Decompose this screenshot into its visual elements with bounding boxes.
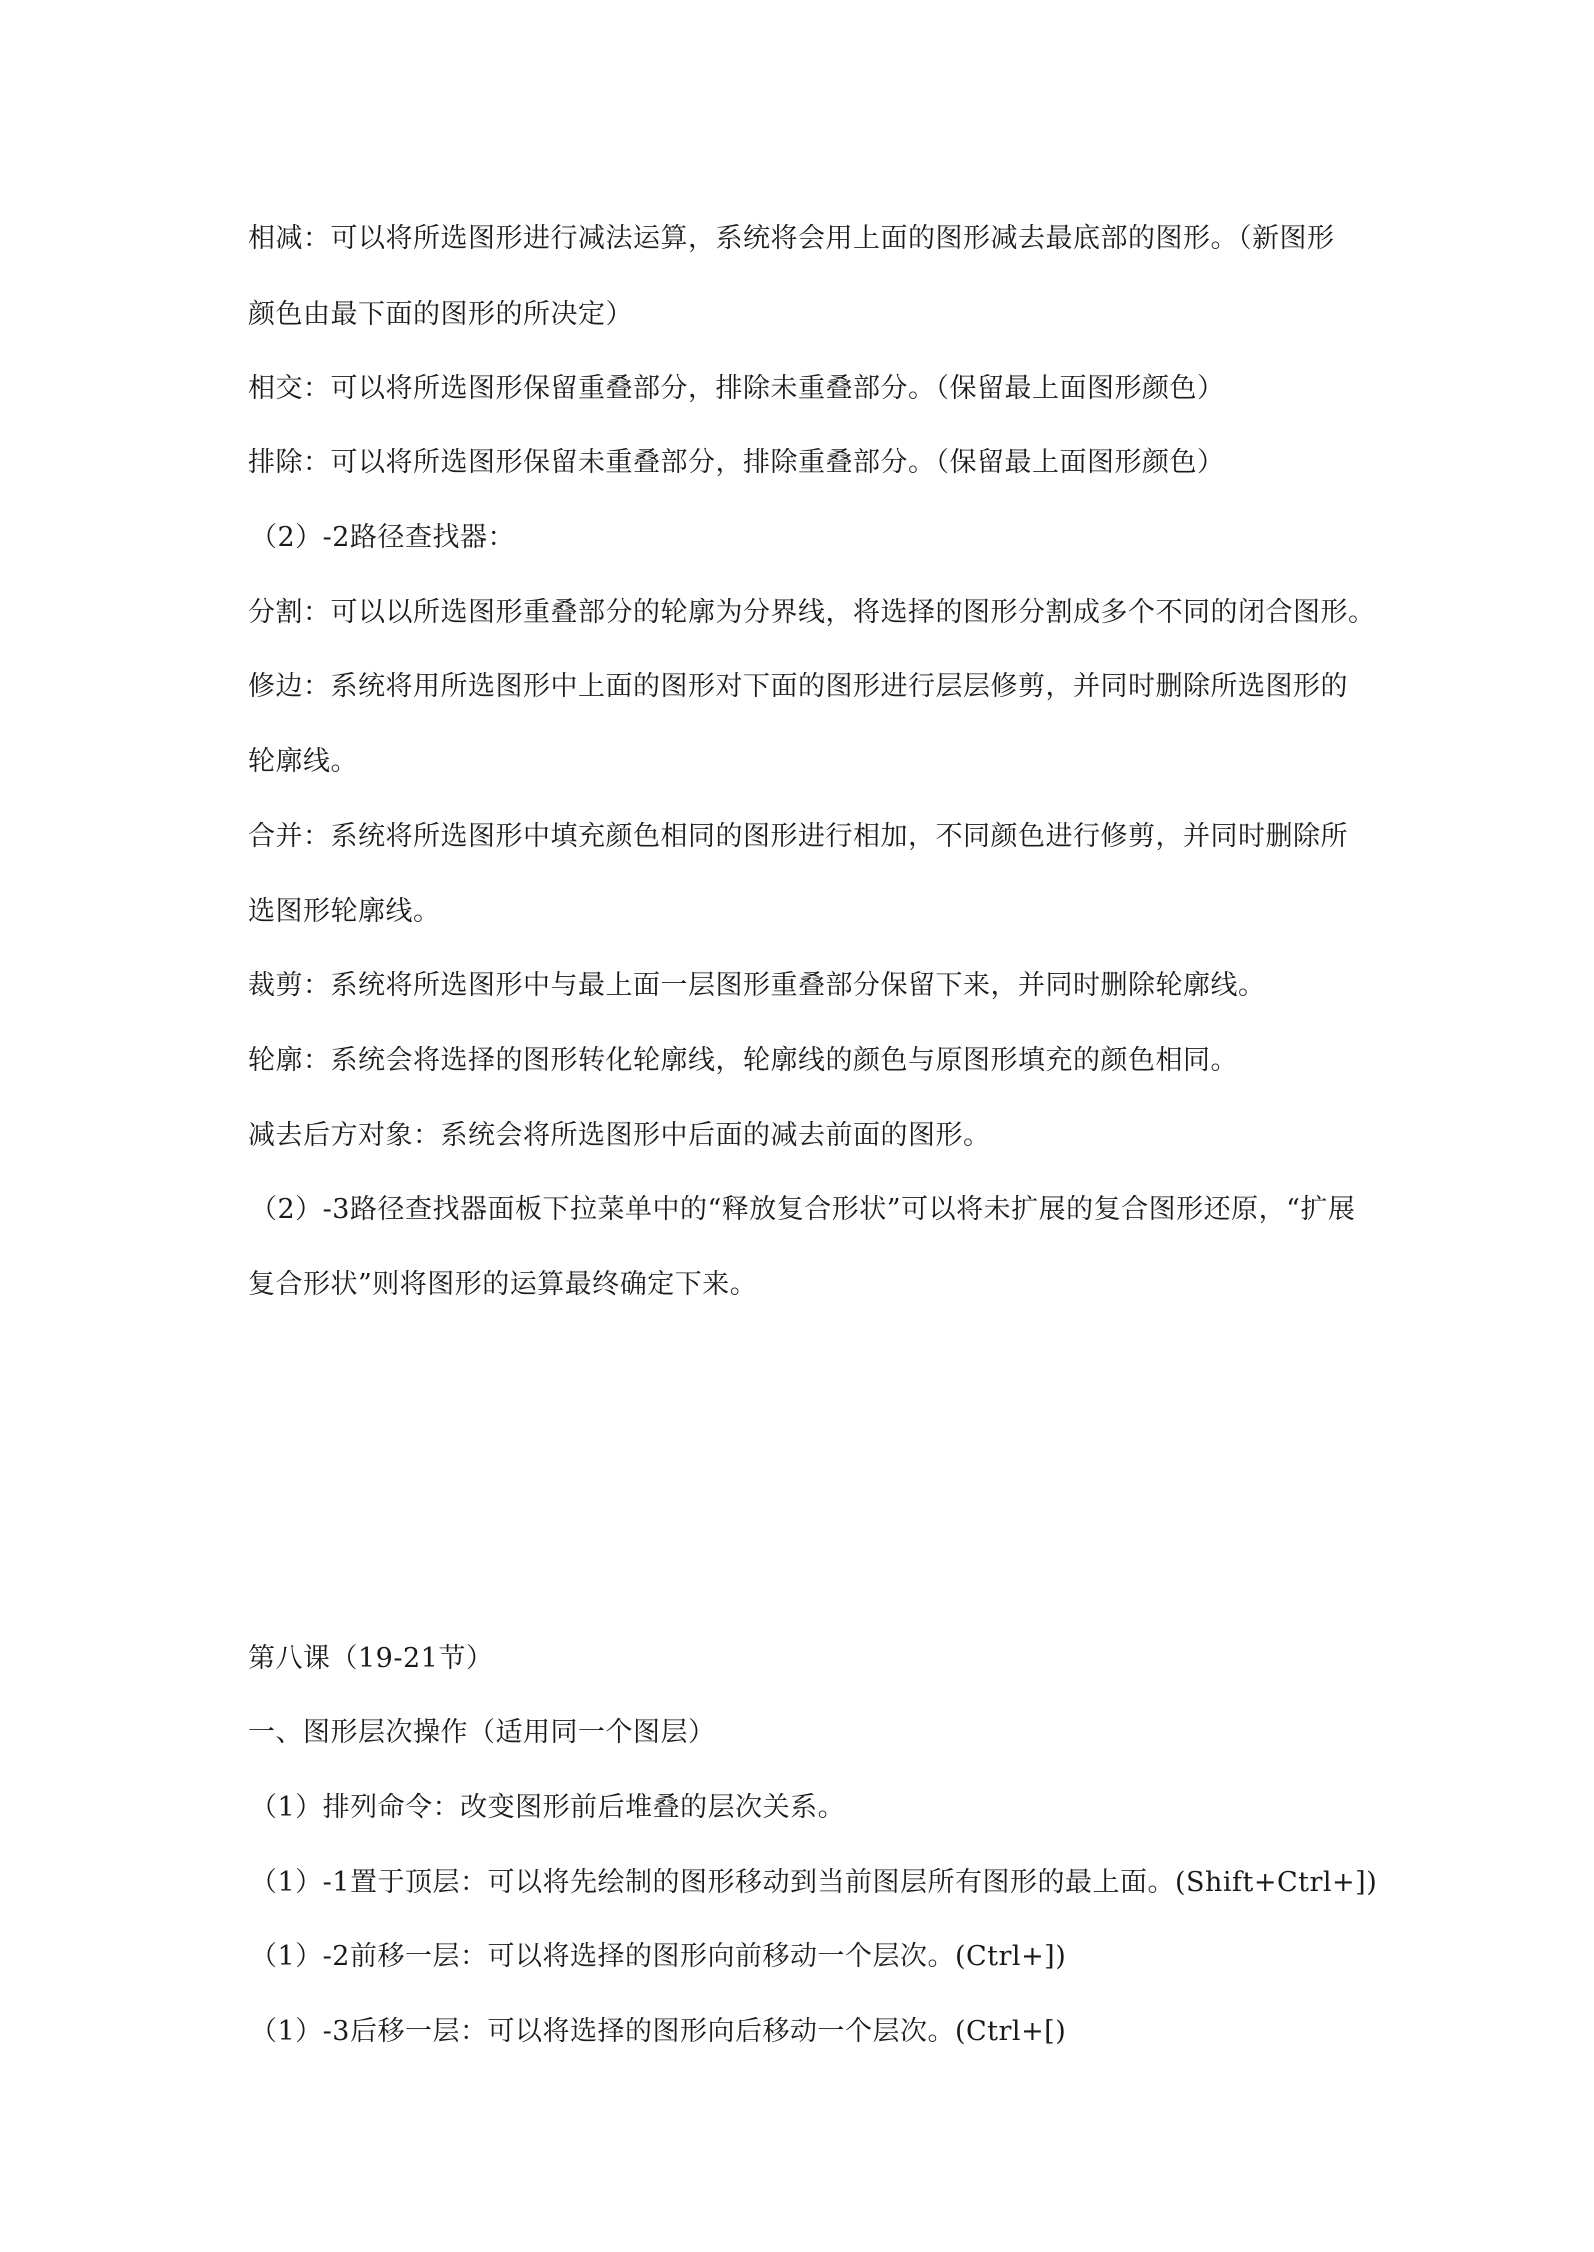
paragraph-subtract-line1: 相减：可以将所选图形进行减法运算，系统将会用上面的图形减去最底部的图形。（新图形	[248, 223, 1335, 254]
paragraph-divide: 分割：可以以所选图形重叠部分的轮廓为分界线，将选择的图形分割成多个不同的闭合图形。	[248, 597, 1376, 628]
paragraph-outline: 轮廓：系统会将选择的图形转化轮廓线，轮廓线的颜色与原图形填充的颜色相同。	[248, 1045, 1238, 1076]
paragraph-trim-line2: 轮廓线。	[248, 746, 358, 777]
section-heading-layer-operations: 一、图形层次操作（适用同一个图层）	[248, 1717, 716, 1748]
lesson-title: 第八课（19-21节）	[248, 1643, 494, 1674]
paragraph-bring-forward: （1）-2前移一层：可以将选择的图形向前移动一个层次。(Ctrl+])	[250, 1941, 1067, 1972]
paragraph-merge-line2: 选图形轮廓线。	[248, 896, 441, 927]
paragraph-trim-line1: 修边：系统将用所选图形中上面的图形对下面的图形进行层层修剪，并同时删除所选图形的	[248, 671, 1348, 702]
paragraph-release-line2: 复合形状”则将图形的运算最终确定下来。	[248, 1269, 758, 1300]
paragraph-minus-back: 减去后方对象：系统会将所选图形中后面的减去前面的图形。	[248, 1120, 991, 1151]
paragraph-release-line1: （2）-3路径查找器面板下拉菜单中的“释放复合形状”可以将未扩展的复合图形还原，“扩展	[250, 1194, 1356, 1225]
paragraph-exclude: 排除：可以将所选图形保留未重叠部分，排除重叠部分。（保留最上面图形颜色）	[248, 447, 1225, 478]
paragraph-arrange: （1）排列命令：改变图形前后堆叠的层次关系。	[250, 1792, 846, 1823]
heading-pathfinder: （2）-2路径查找器：	[250, 522, 515, 553]
paragraph-send-backward: （1）-3后移一层：可以将选择的图形向后移动一个层次。(Ctrl+[)	[250, 2016, 1067, 2047]
paragraph-crop: 裁剪：系统将所选图形中与最上面一层图形重叠部分保留下来，并同时删除轮廓线。	[248, 970, 1266, 1001]
paragraph-bring-to-front: （1）-1置于顶层：可以将先绘制的图形移动到当前图层所有图形的最上面。(Shift+Ctrl+])	[250, 1867, 1378, 1898]
paragraph-subtract-line2: 颜色由最下面的图形的所决定）	[248, 299, 633, 330]
paragraph-merge-line1: 合并：系统将所选图形中填充颜色相同的图形进行相加，不同颜色进行修剪，并同时删除所	[248, 821, 1348, 852]
paragraph-intersect: 相交：可以将所选图形保留重叠部分，排除未重叠部分。（保留最上面图形颜色）	[248, 373, 1225, 404]
